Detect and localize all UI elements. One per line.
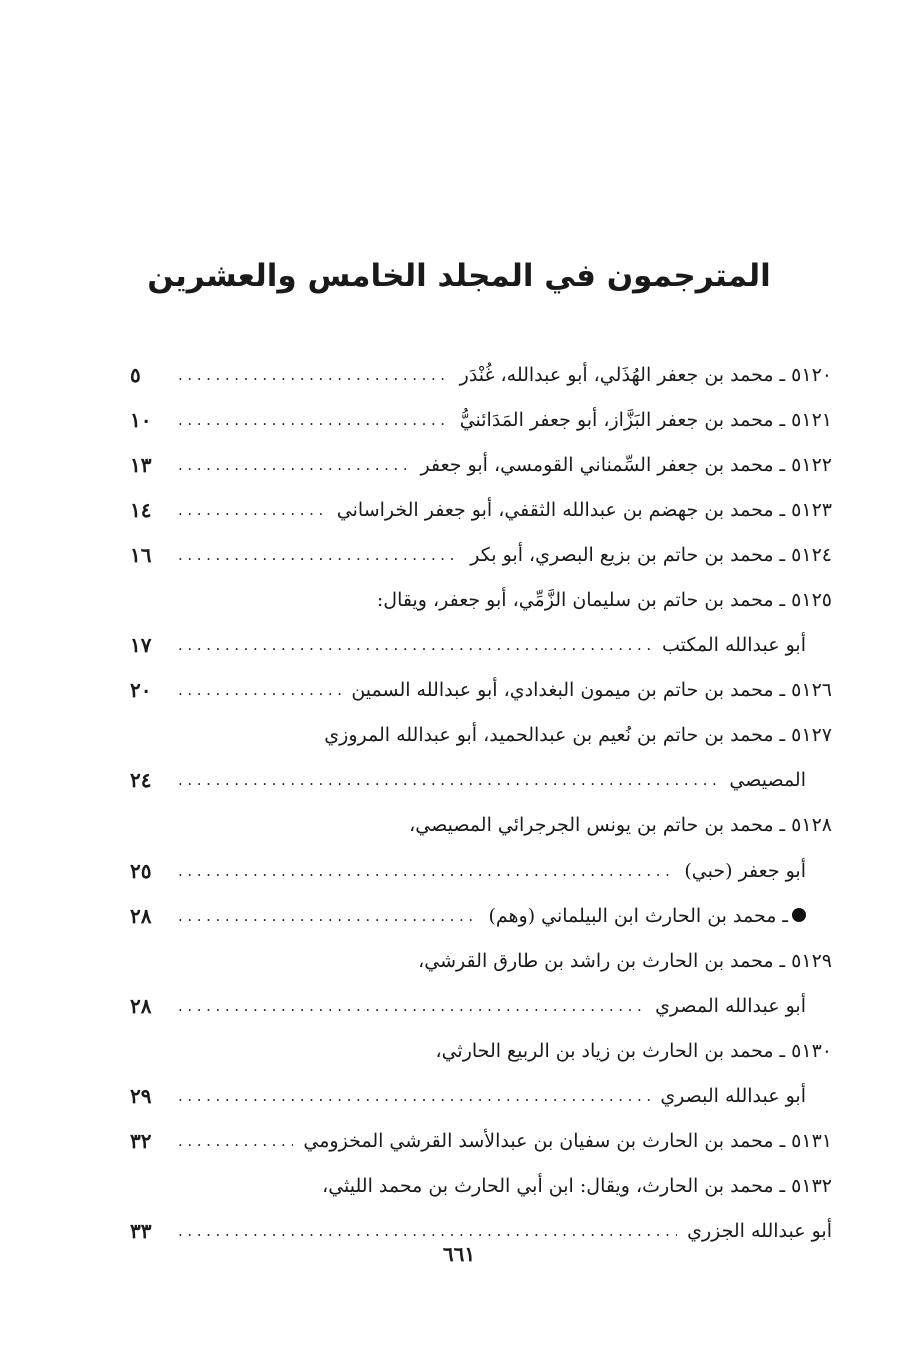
toc-entry-page: ١٧ [130,633,152,658]
toc-entry-page: ١٤ [130,497,152,522]
toc-entry-page: ٢٨ [130,903,152,928]
toc-entry-text: ٥١٢٢ ـ محمد بن جعفر السِّمناني القومسي، أبو جعفر [420,453,832,476]
leader-dots [164,501,327,519]
toc-entry-text: ٥١٢٠ ـ محمد بن جعفر الهُذَلي، أبو عبدالله، غُنْدَر [459,363,832,386]
toc-entry-continuation [130,623,832,668]
toc-entry-page: ٥ [130,362,141,387]
toc-entry [130,352,832,397]
toc-entry-text: ٥١٣٠ ـ محمد بن الحارث بن زياد بن الربيع الحارثي، [435,1039,832,1062]
leader-dots [164,907,478,925]
toc-entry-text: ٥١٢٧ ـ محمد بن حاتم بن نُعيم بن عبدالحميد، أبو عبدالله المروزي [324,724,832,747]
leader-dots [164,546,460,564]
toc-entry [130,1119,832,1164]
toc-entry [130,397,832,442]
toc-entry-text: أبو جعفر (حبي) [684,859,806,882]
toc-entry-text: ٥١٢٨ ـ محمد بن حاتم بن يونس الجرجرائي المصيصي، [409,814,832,837]
leader-dots [164,636,652,654]
toc-entry-page: ٢٥ [130,858,152,883]
toc-entry [130,577,832,622]
toc-entry-text: أبو عبدالله المكتب [662,634,806,657]
toc-entry-page: ٢٠ [130,678,152,703]
leader-dots [164,456,411,474]
toc-entry-text: المصيصي [729,769,806,792]
leader-dots [164,1132,293,1150]
toc-entry-page: ١٠ [130,407,152,432]
toc-entry-text: ٥١٢٤ ـ محمد بن حاتم بن بزيع البصري، أبو بكر [470,543,832,566]
toc-entry [130,1028,832,1073]
page-title: المترجمون في المجلد الخامس والعشرين [147,258,771,294]
toc-entry [130,1164,832,1209]
toc-entry-text: ٥١٢٩ ـ محمد بن الحارث بن راشد بن طارق القرشي، [418,949,832,972]
toc-entry [130,713,832,758]
toc-entry-text: ٥١٢٣ ـ محمد بن جهضم بن عبدالله الثقفي، أبو جعفر الخراساني [336,498,832,521]
leader-dots [164,771,719,789]
leader-dots [164,862,674,880]
toc-entry-page: ١٦ [130,542,152,567]
toc-entry-text: أبو عبدالله الجزري [687,1220,832,1243]
leader-dots [164,1087,650,1105]
toc-entry-page: ٣٢ [130,1129,152,1154]
toc-entry-continuation [130,758,832,803]
toc-entry-text: ٥١٢٦ ـ محمد بن حاتم بن ميمون البغدادي، أبو عبدالله السمين [351,679,832,702]
toc-entry-page: ٢٤ [130,768,152,793]
leader-dots [164,411,450,429]
toc-entry-continuation [130,983,832,1028]
toc-entry [130,803,832,848]
toc-entry-text: أبو عبدالله البصري [660,1085,806,1108]
toc-entry-text: ٥١٢٥ ـ محمد بن حاتم بن سليمان الزَّمِّي، أبو جعفر، ويقال: [376,589,832,612]
toc-entry-page: ١٣ [130,452,152,477]
toc-entry-page: ٢٩ [130,1084,152,1109]
toc-entry [130,938,832,983]
toc-entry-text: ٥١٣١ ـ محمد بن الحارث بن سفيان بن عبدالأسد القرشي المخزومي [303,1130,832,1153]
leader-dots [164,681,341,699]
toc-entry [130,532,832,577]
toc-entry-text: أبو عبدالله المصري [655,994,806,1017]
toc-entry-text: ـ محمد بن الحارث ابن البيلماني (وهم) [488,904,788,927]
toc-entry [130,487,832,532]
toc-entry-page: ٣٣ [130,1219,152,1244]
toc-entry-continuation [130,848,832,893]
bullet-icon [792,908,806,922]
toc-entry-page: ٢٨ [130,993,152,1018]
leader-dots [164,997,645,1015]
toc-entry-text: ٥١٣٢ ـ محمد بن الحارث، ويقال: ابن أبي الحارث بن محمد الليثي، [322,1175,832,1198]
toc-entry [130,668,832,713]
toc-entry-bulleted [130,893,832,938]
toc-entry [130,442,832,487]
toc-entry-continuation [130,1074,832,1119]
toc-entry-text: ٥١٢١ ـ محمد بن جعفر البَزَّاز، أبو جعفر المَدَائنيُّ [459,408,832,431]
leader-dots [164,366,450,384]
page-number: ٦٦١ [442,1242,476,1266]
leader-dots [164,1222,677,1240]
table-of-contents [130,352,832,1254]
